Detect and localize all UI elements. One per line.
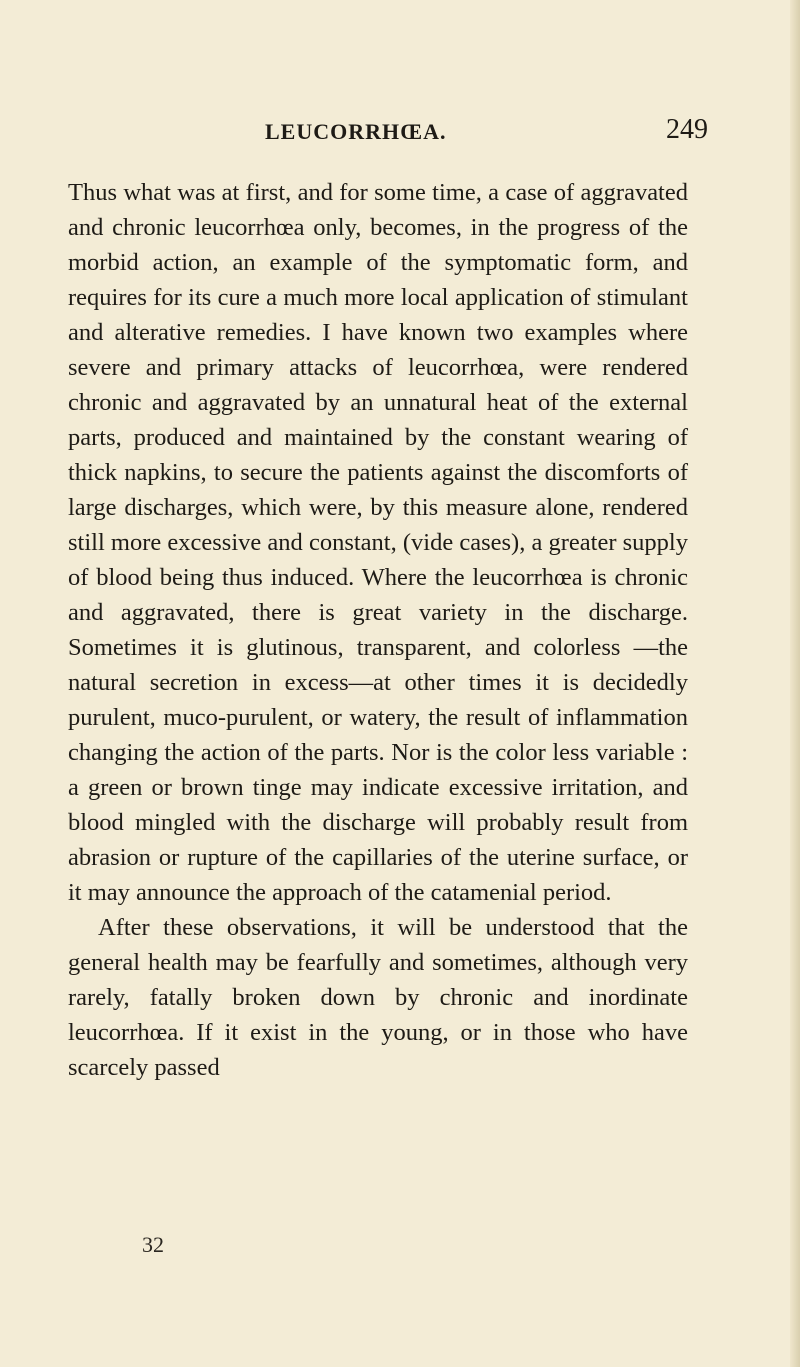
page-number: 249 [666,114,708,145]
page-edge [790,0,800,1367]
running-head: LEUCORRHŒA. [265,119,447,144]
paragraph-1: Thus what was at first, and for some time, a case of aggravated and chronic leucorrhœa only, becomes, in the progress of the morbid action, an example of the symptomatic form, and requires for its cure a much more local application of stimulant and alterative remedies. I have known two examples where severe and primary attacks of leucorrhœa, were rendered chronic and aggravated by an unnatural heat of the external parts, produced and maintained by the constant wearing of thick napkins, to secure the patients against the discomforts of large discharges, which were, by this measure alone, rendered still more excessive and constant, (vide cases), a greater supply of blood being thus induced. Where the leucorrhœa is chronic and aggravated, there is great variety in the discharge. Sometimes it is glutinous, transparent, and colorless —the natural secretion in excess—at other times it is decidedly purulent, muco-purulent, or watery, the result of inflammation changing the action of the parts. Nor is the color less variable : a green or brown tinge may indicate excessive irritation, and blood mingled with the discharge will probably result from abrasion or rupture of the capillaries of the uterine surface, or it may announce the approach of the catamenial period. [68,179,688,906]
body-text [68,175,688,1085]
page-header [68,92,738,162]
signature-mark: 32 [142,1232,164,1257]
paragraph-2: After these observations, it will be understood that the general health may be fearfully and sometimes, although very rarely, fatally broken down by chronic and inordinate leucorrhœa. If it exist in the young, or in those who have scarcely passed [68,914,688,1081]
